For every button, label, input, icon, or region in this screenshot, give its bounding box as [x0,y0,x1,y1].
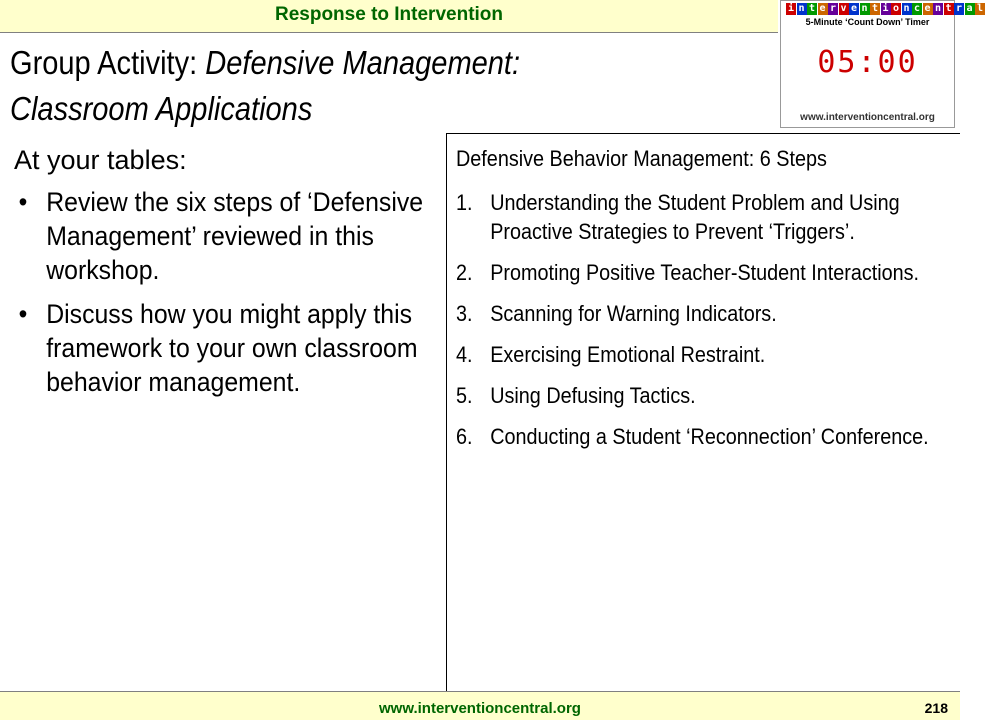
timer-clock: 05:00 [817,45,918,80]
brand-letter-tile: v [840,3,847,14]
step-text: Scanning for Warning Indicators. [490,301,777,326]
brand-letter-tile: e [819,3,826,14]
step-text: Using Defusing Tactics. [490,383,696,408]
step-text: Exercising Emotional Restraint. [490,342,766,367]
brand-letter-tile: o [892,3,900,14]
brand-letter-tile: n [798,3,805,14]
steps-panel [446,133,960,693]
bullet-text: Review the six steps of ‘Defensive Management’ reviewed in this workshop. [46,187,424,285]
slide-title [10,40,679,132]
step-text: Understanding the Student Problem and Using Proactive Strategies to Prevent ‘Triggers’. [490,190,900,244]
footer-url[interactable]: www.interventioncentral.org [379,700,581,717]
brand-letter-tile: l [976,3,984,14]
bullet-icon: • [18,299,28,329]
left-column [14,143,439,409]
brand-letter-tile: i [787,3,795,14]
brand-letter-tile: i [882,3,889,14]
step-text: Promoting Positive Teacher-Student Interactions. [490,260,920,285]
step-text: Conducting a Student ‘Reconnection’ Conference. [490,424,929,449]
step-number: 5. [456,383,473,408]
timer-subtitle: 5-Minute ‘Count Down’ Timer [805,17,930,27]
bullet-item [14,185,451,287]
title-prefix: Group Activity: [10,44,206,81]
footer-bar [0,691,960,720]
title-italic-2: Classroom Applications [10,90,313,127]
bullet-icon: • [18,187,28,217]
header-title: Response to Intervention [274,4,504,25]
page-number: 218 [924,700,948,716]
timer-brand-logo [786,3,986,16]
brand-letter-tile: n [861,3,868,14]
brand-letter-tile: t [871,3,879,14]
lead-text: At your tables: [14,145,187,175]
step-item [456,258,958,287]
timer-url[interactable]: www.interventioncentral.org [800,112,935,123]
step-item [456,299,958,328]
brand-letter-tile: t [808,3,816,14]
brand-letter-tile: r [955,3,963,14]
title-italic-1: Defensive Management: [205,44,521,81]
step-item [456,422,958,451]
step-number: 3. [456,301,473,326]
brand-letter-tile: t [945,3,952,14]
bullet-item [14,297,451,399]
brand-letter-tile: c [913,3,921,14]
step-number: 6. [456,424,473,449]
steps-list [456,188,956,463]
step-number: 4. [456,342,473,367]
countdown-timer[interactable] [780,0,984,128]
brand-letter-tile: e [850,3,858,14]
steps-title: Defensive Behavior Management: 6 Steps [456,146,827,171]
step-item [456,188,958,246]
step-item [456,381,958,410]
brand-letter-tile: r [829,3,837,14]
bullet-list [14,185,439,399]
bullet-text: Discuss how you might apply this framework to your own classroom behavior management. [46,299,418,397]
brand-letter-tile: n [903,3,910,14]
brand-letter-tile: a [966,3,973,14]
brand-letter-tile: n [934,3,942,14]
step-item [456,340,958,369]
step-number: 1. [456,190,473,215]
step-number: 2. [456,260,473,285]
brand-letter-tile: e [924,3,931,14]
header-bar [0,0,778,33]
